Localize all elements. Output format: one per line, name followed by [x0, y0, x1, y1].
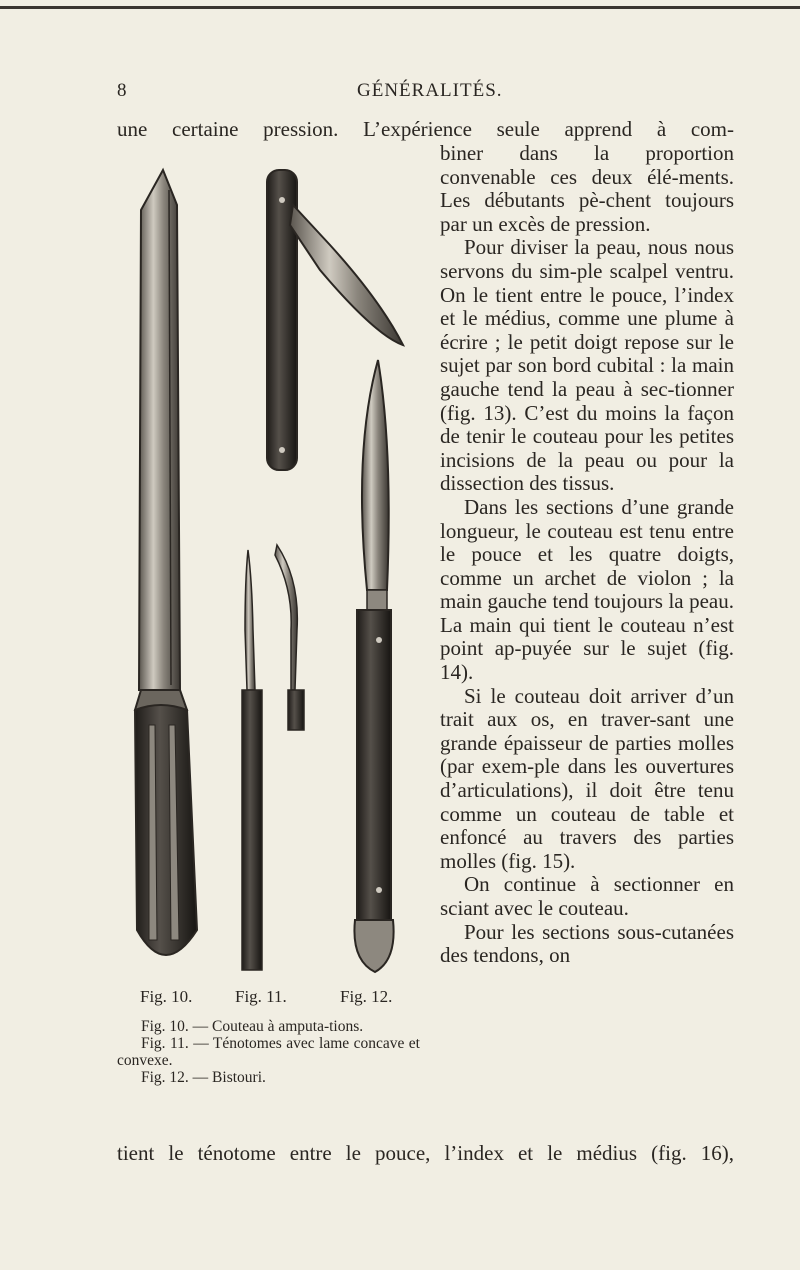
- first-line-text: une certaine pression. L’expérience seule apprend à com-: [117, 117, 734, 141]
- amputation-knife-drawing: [135, 170, 197, 955]
- surgical-instruments-figure: [125, 150, 425, 990]
- figure-captions: [117, 1018, 420, 1086]
- fig-10-label: Fig. 10.: [140, 987, 193, 1006]
- paragraph-2: Pour diviser la peau, nous nous servons du sim-ple scalpel ventru. On le tient entre le pouce, l’index et le médius, comme une plume à écrire ; le petit doigt repose sur le sujet par son bord cubital : la main gauche tend la peau à sec-tionner (fig. 13). C’est du moins la façon de tenir le couteau pour les petites incisions de la peau ou pour la dissection des tissus.: [440, 235, 734, 496]
- paragraph-4: Si le couteau doit arriver d’un trait aux os, en traver-sant une grande épaisseur de parties molles (par exem-ple dans les ouvertures d’articulations), il doit être tenu comme un couteau de table et enfoncé au travers des parties molles (fig. 15).: [440, 683, 734, 873]
- paragraph-6: Pour les sections sous-cutanées des tendons, on: [440, 919, 734, 968]
- running-head: [117, 80, 734, 106]
- paragraph-1: biner dans la proportion convenable ces deux élé-ments. Les débutants pè-chent toujours par un excès de pression.: [440, 141, 734, 236]
- text-column: [440, 142, 734, 968]
- tenotomes-drawing: [242, 545, 304, 970]
- last-line-text: tient le ténotome entre le pouce, l’index et le médius (fig. 16),: [117, 1141, 734, 1165]
- caption-fig-12: Fig. 12. — Bistouri.: [141, 1069, 266, 1086]
- caption-fig-10: Fig. 10. — Couteau à amputa-tions.: [141, 1018, 364, 1035]
- first-line: [117, 118, 734, 142]
- running-title: GÉNÉRALITÉS.: [357, 80, 503, 101]
- paragraph-3: Dans les sections d’une grande longueur, le couteau est tenu entre le pouce et les quatre doigts, comme un archet de violon ; la main gauche tend toujours la peau. La main qui tient le couteau n’est point ap-puyée sur le sujet (fig. 14).: [440, 494, 734, 685]
- caption-fig-11: Fig. 11. — Ténotomes avec lame concave et convexe.: [117, 1035, 420, 1069]
- fig-12-label: Fig. 12.: [340, 987, 393, 1006]
- last-line: [117, 1141, 734, 1165]
- figure-labels: [140, 987, 430, 1011]
- paragraph-5: On continue à sectionner en sciant avec le couteau.: [440, 872, 734, 920]
- fig-11-label: Fig. 11.: [235, 987, 287, 1006]
- bistouri-drawing: [354, 360, 393, 972]
- top-rule: [0, 6, 800, 9]
- page-number: 8: [117, 80, 128, 101]
